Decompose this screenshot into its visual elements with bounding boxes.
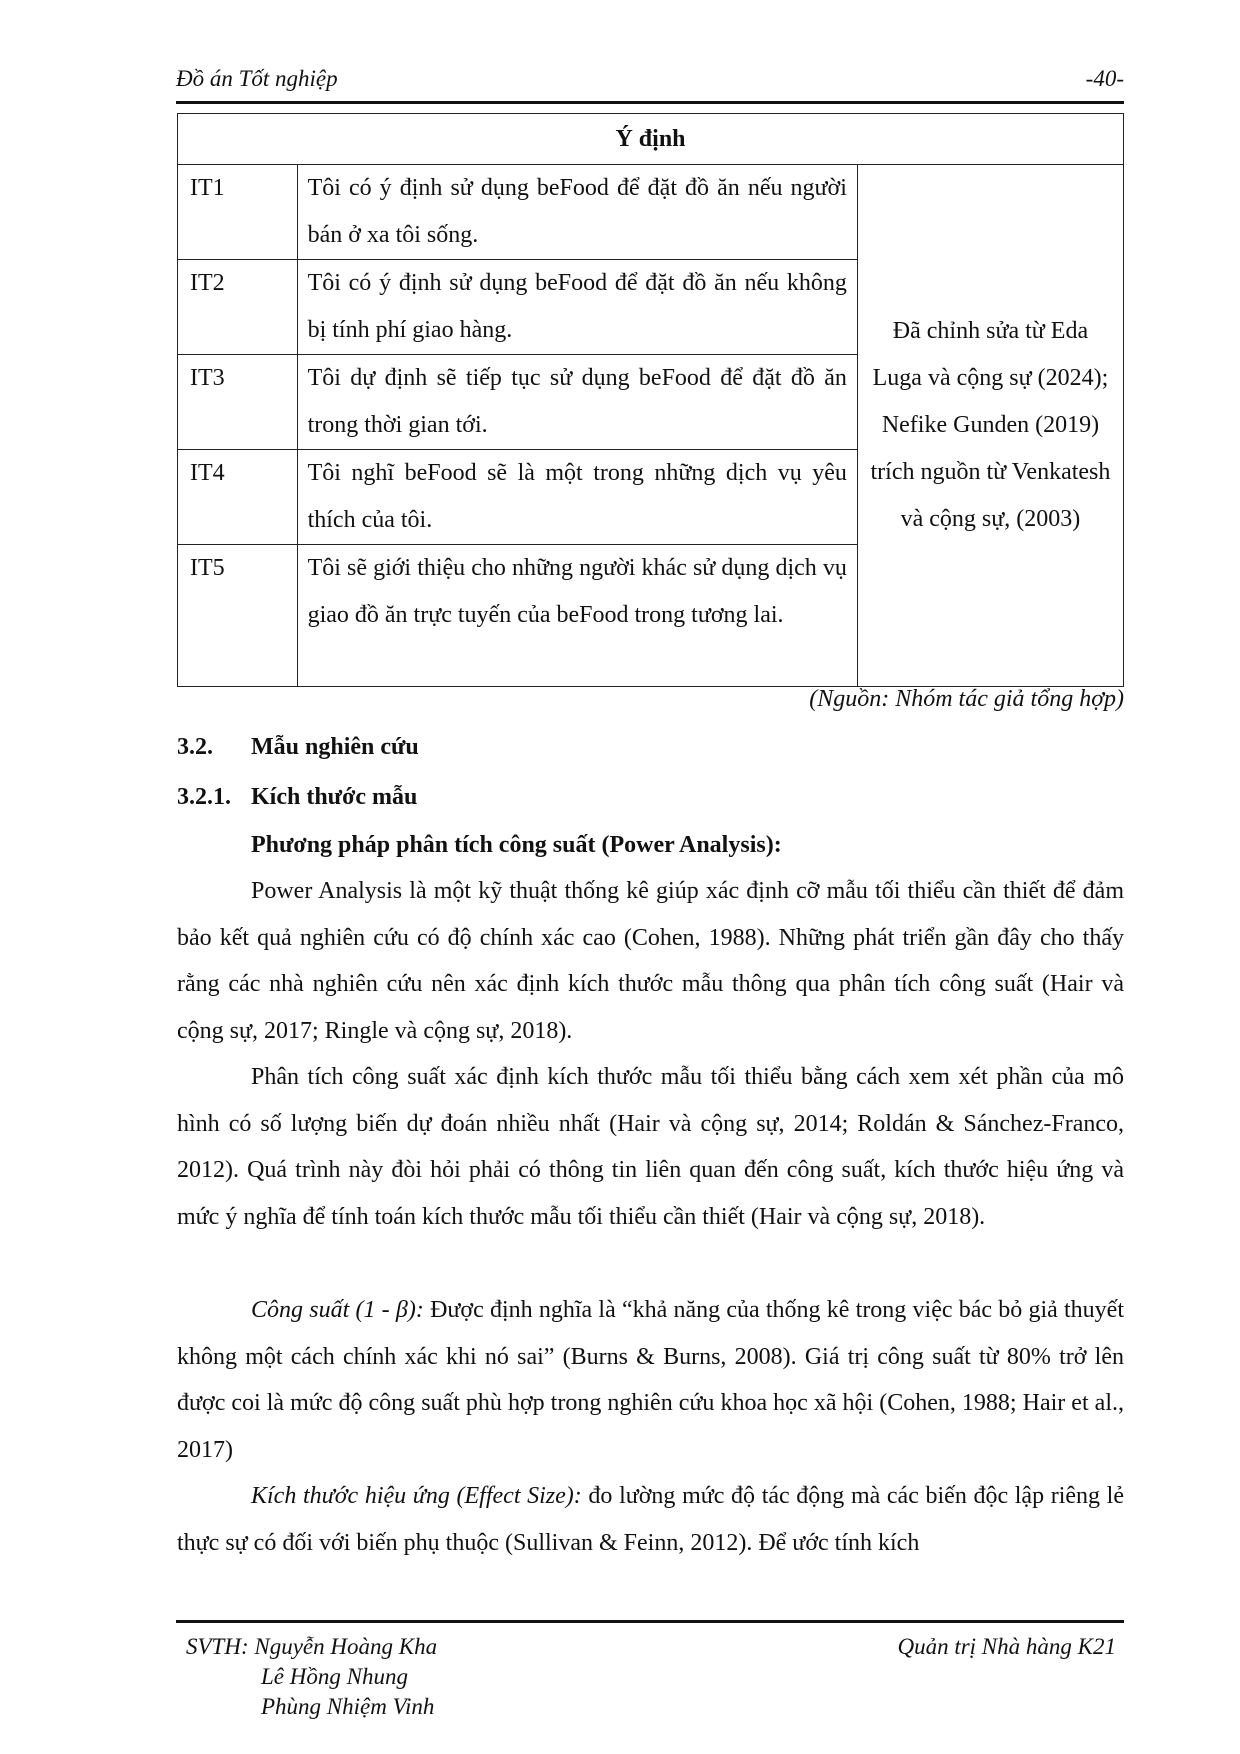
header-rule bbox=[176, 101, 1124, 104]
page-header bbox=[176, 66, 1124, 100]
subsection-heading bbox=[177, 784, 417, 811]
item-source: Đã chỉnh sửa từ Eda Luga và cộng sự (2024); Nefike Gunden (2019) trích nguồn từ Venkatesh và cộng sự, (2003) bbox=[857, 165, 1123, 687]
power-definition-text: Được định nghĩa là “khả năng của thống kê trong việc bác bỏ giả thuyết không một cách chính xác khi nó sai” (Burns & Burns, 2008). Giá trị công suất từ 80% trở lên được coi là mức độ công suất phù hợp trong nghiên cứu khoa học xã hội (Cohen, 1988; Hair et al., 2017) bbox=[177, 1297, 1125, 1463]
page-number: -40- bbox=[1085, 66, 1124, 91]
student-name: Phùng Nhiệm Vinh bbox=[261, 1694, 435, 1719]
section-number: 3.2. bbox=[177, 734, 213, 760]
subsection-number: 3.2.1. bbox=[177, 784, 231, 810]
footer-rule bbox=[176, 1620, 1124, 1623]
method-heading: Phương pháp phân tích công suất (Power Analysis): bbox=[251, 832, 782, 858]
term-power: Công suất (1 - β): bbox=[251, 1297, 424, 1323]
student-name: SVTH: Nguyễn Hoàng Kha bbox=[186, 1634, 438, 1659]
table-caption: (Nguồn: Nhóm tác giả tổng hợp) bbox=[809, 686, 1124, 712]
table-heading: Ý định bbox=[178, 114, 1124, 165]
item-text: Tôi nghĩ beFood sẽ là một trong những dịch vụ yêu thích của tôi. bbox=[297, 450, 857, 545]
item-text: Tôi có ý định sử dụng beFood để đặt đồ ăn nếu người bán ở xa tôi sống. bbox=[297, 165, 857, 260]
subsection-title: Kích thước mẫu bbox=[251, 784, 418, 810]
item-text: Tôi sẽ giới thiệu cho những người khác sử dụng dịch vụ giao đồ ăn trực tuyến của beFood trong tương lai. bbox=[297, 545, 857, 687]
footer-class: Quản trị Nhà hàng K21 bbox=[897, 1634, 1116, 1659]
effect-size-text: đo lường mức độ tác động mà các biến độc lập riêng lẻ thực sự có đối với biến phụ thuộc (Sullivan & Feinn, 2012). Để ước tính kích bbox=[177, 1483, 1125, 1556]
footer-students bbox=[186, 1632, 437, 1722]
item-code: IT4 bbox=[178, 450, 298, 545]
paragraph-power-definition bbox=[177, 1287, 1124, 1473]
item-code: IT1 bbox=[178, 165, 298, 260]
section-title: Mẫu nghiên cứu bbox=[251, 734, 419, 760]
paragraph-effect-size bbox=[177, 1473, 1124, 1566]
paragraph-minimum-sample: Phân tích công suất xác định kích thước mẫu tối thiểu bằng cách xem xét phần của mô hình có số lượng biến dự đoán nhiều nhất (Hair và cộng sự, 2014; Roldán & Sánchez-Franco, 2012). Quá trình này đòi hỏi phải có thông tin liên quan đến công suất, kích thước hiệu ứng và mức ý nghĩa để tính toán kích thước mẫu tối thiểu cần thiết (Hair và cộng sự, 2018). bbox=[177, 1064, 1124, 1230]
student-name: Lê Hồng Nhung bbox=[261, 1664, 408, 1689]
section-heading bbox=[177, 734, 419, 761]
item-text: Tôi có ý định sử dụng beFood để đặt đồ ăn nếu không bị tính phí giao hàng. bbox=[297, 260, 857, 355]
scale-table bbox=[177, 113, 1124, 687]
item-code: IT3 bbox=[178, 355, 298, 450]
header-title: Đồ án Tốt nghiệp bbox=[176, 66, 338, 91]
item-code: IT2 bbox=[178, 260, 298, 355]
term-effect-size: Kích thước hiệu ứng (Effect Size): bbox=[251, 1483, 582, 1509]
table-row bbox=[178, 165, 1124, 260]
paragraph-power-analysis: Power Analysis là một kỹ thuật thống kê giúp xác định cỡ mẫu tối thiểu cần thiết để đảm bảo kết quả nghiên cứu có độ chính xác cao (Cohen, 1988). Những phát triển gần đây cho thấy rằng các nhà nghiên cứu nên xác định kích thước mẫu thông qua phân tích công suất (Hair và cộng sự, 2017; Ringle và cộng sự, 2018). bbox=[177, 878, 1124, 1044]
item-text: Tôi dự định sẽ tiếp tục sử dụng beFood để đặt đồ ăn trong thời gian tới. bbox=[297, 355, 857, 450]
item-code: IT5 bbox=[178, 545, 298, 687]
